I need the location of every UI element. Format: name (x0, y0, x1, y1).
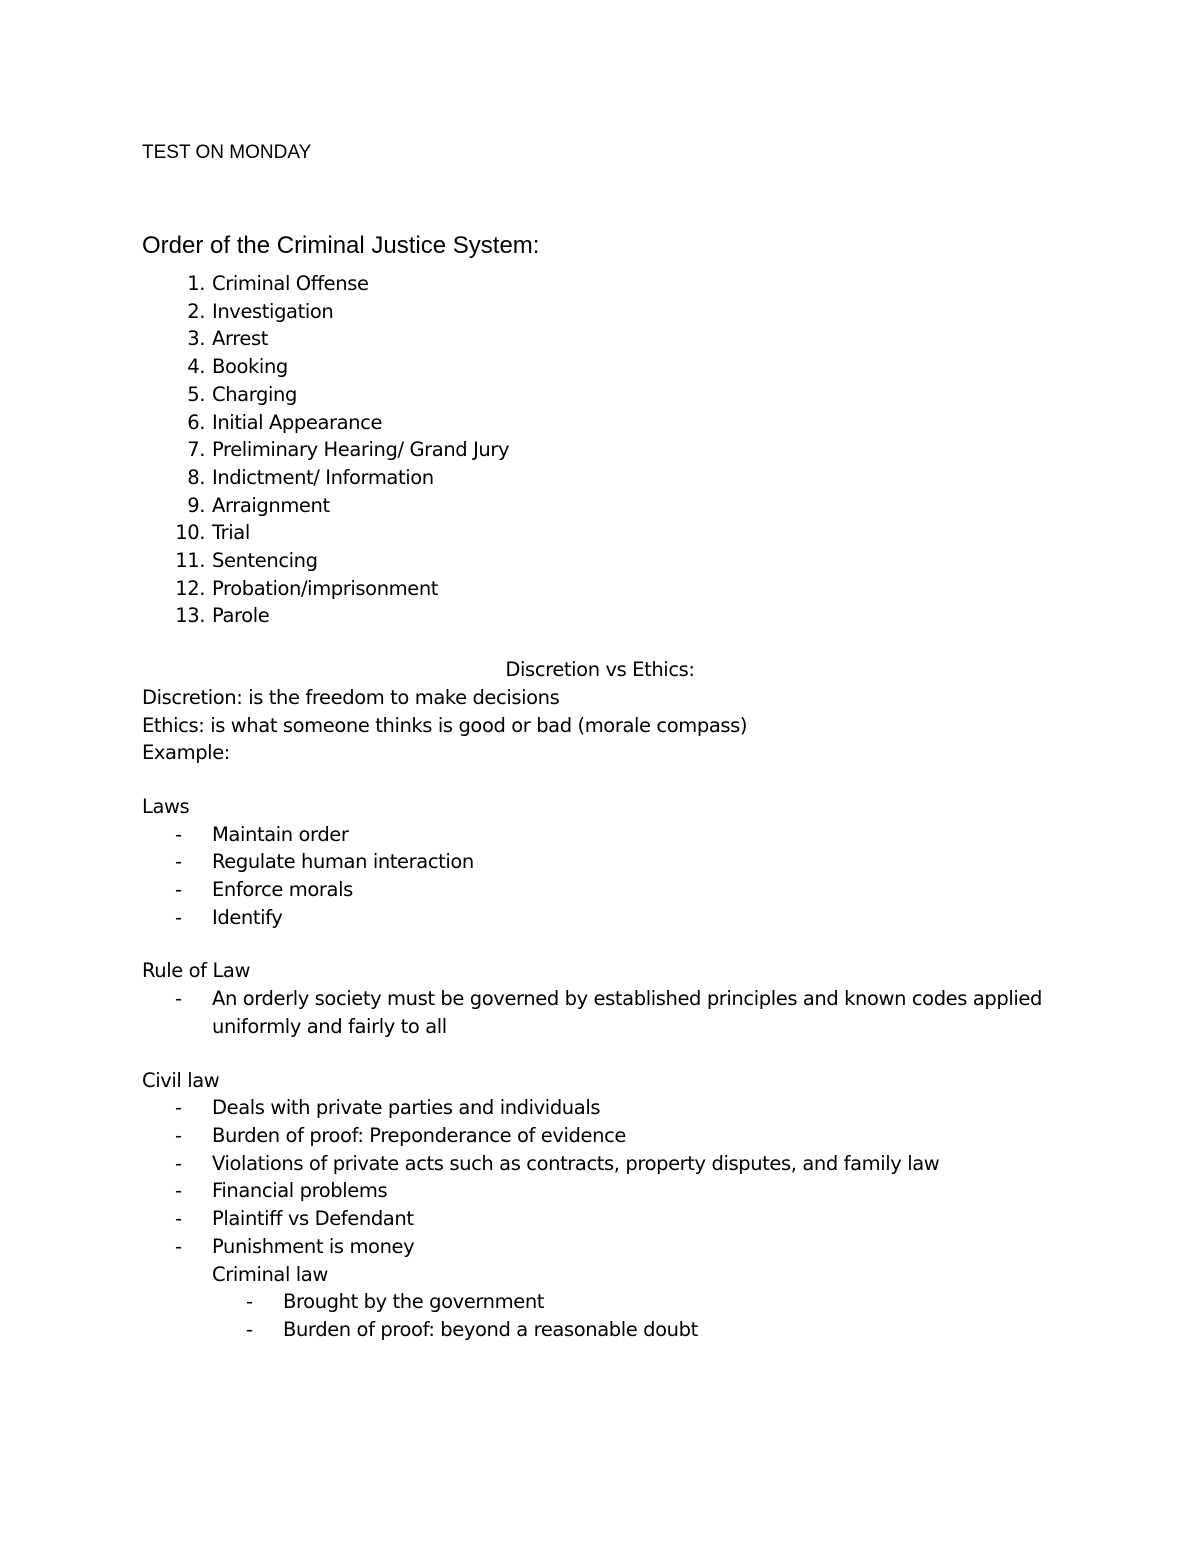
list-item-text: Regulate human interaction (212, 850, 474, 874)
section-heading-order: Order of the Criminal Justice System: (142, 232, 540, 259)
bullet-dash: - (175, 1151, 182, 1175)
bullet-dash: - (246, 1290, 253, 1314)
list-item (142, 1316, 1062, 1344)
laws-title: Laws (142, 794, 190, 818)
list-item-text: Initial Appearance (212, 410, 383, 434)
list-item (142, 353, 1062, 381)
list-item (142, 409, 1062, 437)
list-item (142, 602, 1062, 630)
bullet-dash: - (175, 1123, 182, 1147)
bullet-dash: - (175, 1207, 182, 1231)
list-item (142, 848, 1062, 876)
list-item-text: Arraignment (212, 493, 330, 517)
bullet-dash: - (175, 822, 182, 846)
list-item-text: Arrest (212, 327, 269, 351)
bullet-dash: - (175, 1096, 182, 1120)
list-number: 2. (187, 299, 205, 323)
list-item (142, 821, 1062, 849)
list-item-text: An orderly society must be governed by established principles and known codes applied uniformly and fairly to all (212, 987, 1042, 1038)
discretion-definition: Discretion: is the freedom to make decisions (142, 685, 560, 709)
list-item-text: Brought by the government (283, 1290, 545, 1314)
list-item-text: Trial (212, 521, 250, 545)
discretion-ethics-title: Discretion vs Ethics: (505, 658, 695, 682)
bullet-dash: - (175, 987, 182, 1011)
test-reminder: TEST ON MONDAY (142, 142, 312, 163)
list-item (142, 1288, 1062, 1316)
bullet-dash: - (175, 1234, 182, 1258)
list-item (142, 985, 1062, 1040)
list-item-text: Preliminary Hearing/ Grand Jury (212, 438, 510, 462)
spacer (142, 767, 1062, 793)
rule-of-law-title: Rule of Law (142, 959, 251, 983)
list-item-text: Deals with private parties and individuals (212, 1096, 601, 1120)
list-item (142, 1205, 1062, 1233)
list-item (142, 464, 1062, 492)
list-item-text: Parole (212, 604, 270, 628)
list-number: 12. (175, 576, 205, 600)
list-item (142, 1233, 1062, 1261)
list-item (142, 298, 1062, 326)
bullet-dash: - (175, 850, 182, 874)
ethics-definition: Ethics: is what someone thinks is good or bad (morale compass) (142, 713, 748, 737)
list-number: 11. (175, 549, 205, 573)
list-item-text: Burden of proof: Preponderance of evidence (212, 1123, 626, 1147)
list-item-text: Investigation (212, 299, 334, 323)
list-item-text: Indictment/ Information (212, 465, 434, 489)
list-item-text: Booking (212, 355, 288, 379)
bullet-dash: - (175, 905, 182, 929)
list-item-text: Punishment is money (212, 1234, 415, 1258)
list-number: 1. (187, 272, 205, 295)
list-item (142, 492, 1062, 520)
list-item-text: Charging (212, 382, 297, 406)
list-item-text: Burden of proof: beyond a reasonable doubt (283, 1317, 698, 1341)
example-label: Example: (142, 741, 230, 765)
list-item (142, 1122, 1062, 1150)
list-number: 8. (187, 465, 205, 489)
list-item (142, 381, 1062, 409)
bullet-dash: - (175, 1179, 182, 1203)
list-item-text: Financial problems (212, 1179, 388, 1203)
list-item (142, 1150, 1062, 1178)
list-item-text: Violations of private acts such as contracts, property disputes, and family law (212, 1151, 940, 1175)
list-number: 4. (187, 355, 205, 379)
list-item-text: Identify (212, 905, 283, 929)
order-list (142, 270, 1062, 630)
list-item-text: Criminal Offense (212, 272, 369, 295)
bullet-dash: - (246, 1317, 253, 1341)
list-number: 9. (187, 493, 205, 517)
list-item (142, 436, 1062, 464)
list-item-text: Maintain order (212, 822, 349, 846)
list-item (142, 519, 1062, 547)
criminal-law-title: Criminal law (212, 1262, 328, 1286)
list-item (142, 904, 1062, 932)
list-item (142, 1094, 1062, 1122)
spacer (142, 1041, 1062, 1067)
list-number: 3. (187, 327, 205, 351)
civil-law-title: Civil law (142, 1068, 220, 1092)
bullet-dash: - (175, 878, 182, 902)
list-item (142, 547, 1062, 575)
spacer (142, 630, 1062, 656)
list-item-text: Sentencing (212, 549, 318, 573)
list-number: 7. (187, 438, 205, 462)
list-number: 5. (187, 382, 205, 406)
list-item (142, 575, 1062, 603)
spacer (142, 931, 1062, 957)
list-item (142, 1177, 1062, 1205)
list-item (142, 325, 1062, 353)
list-item-text: Plaintiff vs Defendant (212, 1207, 414, 1231)
list-item-text: Enforce morals (212, 878, 353, 902)
list-item (142, 270, 1062, 298)
list-number: 10. (175, 521, 205, 545)
list-number: 13. (175, 604, 205, 628)
list-item-text: Probation/imprisonment (212, 576, 439, 600)
notes-body (142, 270, 1062, 1344)
list-item (142, 876, 1062, 904)
list-number: 6. (187, 410, 205, 434)
